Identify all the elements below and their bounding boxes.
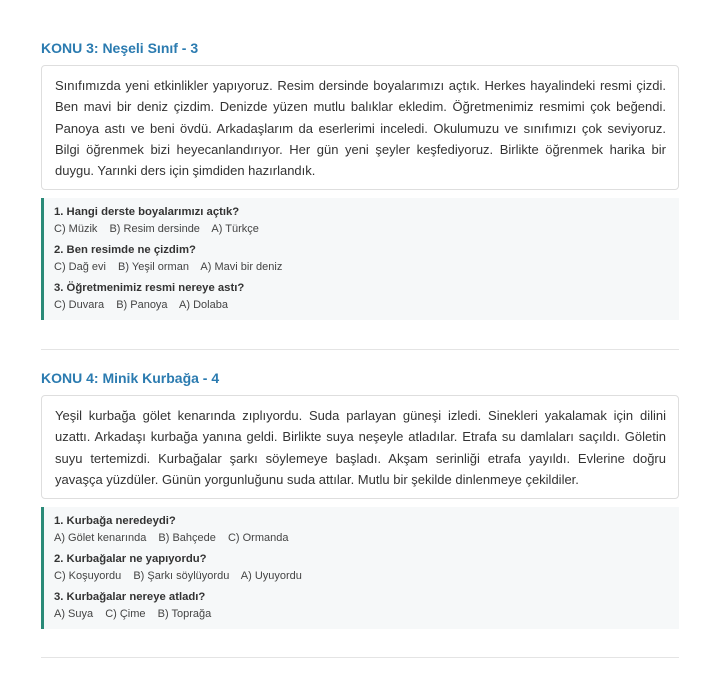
- question-item: [54, 552, 669, 583]
- question-text: 3. Kurbağalar nereye atladı?: [54, 591, 206, 604]
- topic-section-3: [41, 38, 679, 320]
- answer-option[interactable]: C) Dağ evi: [54, 261, 106, 274]
- section-divider: [41, 657, 679, 658]
- question-options: [54, 298, 669, 312]
- question-options: [54, 569, 669, 583]
- answer-option[interactable]: B) Toprağa: [157, 608, 212, 621]
- question-item: [54, 243, 669, 274]
- answer-option[interactable]: C) Koşuyordu: [54, 570, 122, 583]
- question-options: [54, 607, 669, 621]
- question-options: [54, 260, 669, 274]
- answer-option[interactable]: B) Şarkı söylüyordu: [133, 570, 230, 583]
- answer-option[interactable]: C) Duvara: [54, 299, 105, 312]
- answer-option[interactable]: B) Bahçede: [158, 532, 216, 545]
- question-text: 2. Ben resimde ne çizdim?: [54, 244, 196, 257]
- answer-option[interactable]: A) Suya: [54, 608, 94, 621]
- answer-option[interactable]: A) Gölet kenarında: [54, 532, 147, 545]
- answer-option[interactable]: B) Panoya: [116, 299, 168, 312]
- question-item: [54, 281, 669, 312]
- answer-option[interactable]: A) Mavi bir deniz: [200, 261, 283, 274]
- question-options: [54, 531, 669, 545]
- question-text: 1. Kurbağa neredeydi?: [54, 515, 176, 528]
- question-text: 3. Öğretmenimiz resmi nereye astı?: [54, 282, 245, 295]
- questions-box: [41, 198, 679, 320]
- answer-option[interactable]: B) Resim dersinde: [109, 223, 200, 236]
- answer-option[interactable]: C) Çime: [105, 608, 146, 621]
- topic-section-4: [41, 368, 679, 629]
- question-options: [54, 222, 669, 236]
- answer-option[interactable]: B) Yeşil orman: [118, 261, 189, 274]
- section-title: KONU 4: Minik Kurbağa - 4: [41, 370, 220, 386]
- questions-box: [41, 507, 679, 629]
- section-title: KONU 3: Neşeli Sınıf - 3: [41, 40, 199, 56]
- question-item: [54, 590, 669, 621]
- answer-option[interactable]: C) Müzik: [54, 223, 98, 236]
- answer-option[interactable]: A) Türkçe: [211, 223, 259, 236]
- answer-option[interactable]: C) Ormanda: [227, 532, 289, 545]
- answer-option[interactable]: A) Dolaba: [179, 299, 228, 312]
- question-item: [54, 205, 669, 236]
- question-text: 1. Hangi derste boyalarımızı açtık?: [54, 206, 240, 219]
- question-text: 2. Kurbağalar ne yapıyordu?: [54, 553, 207, 566]
- question-item: [54, 514, 669, 545]
- story-text: Sınıfımızda yeni etkinlikler yapıyoruz. Resim dersinde boyalarımızı açtık. Herkes hayalindeki resmi çizdi. Ben mavi bir deniz çizdim. Denizde yüzen mutlu balıklar ekledim. Öğretmenimiz resmimi çok beğendi. Panoya astı ve beni övdü. Arkadaşlarım da eserlerimi inceledi. Okulumuzu ve sınıfımızı çok seviyoruz. Bilgi öğrenmek bizi heyecanlandırıyor. Her gün yeni şeyler keşfediyoruz. Birlikte öğrenmek harika bir duygu. Yarınki ders için şimdiden hazırlandık.: [41, 65, 679, 190]
- story-text: Yeşil kurbağa gölet kenarında zıplıyordu. Suda parlayan güneşi izledi. Sinekleri yakalamak için dilini uzattı. Arkadaşı kurbağa yanına geldi. Birlikte suya neşeyle atladılar. Etrafa su damlaları saçıldı. Göletin suyu tertemizdi. Kurbağalar şarkı söylemeye başladı. Akşam serinliği etrafa yayıldı. Evlerine doğru yavaşça yüzdüler. Günün yorgunluğunu suda attılar. Mutlu bir şekilde dinlenmeye çekildiler.: [41, 395, 679, 499]
- answer-option[interactable]: A) Uyuyordu: [240, 570, 302, 583]
- section-divider: [41, 349, 679, 350]
